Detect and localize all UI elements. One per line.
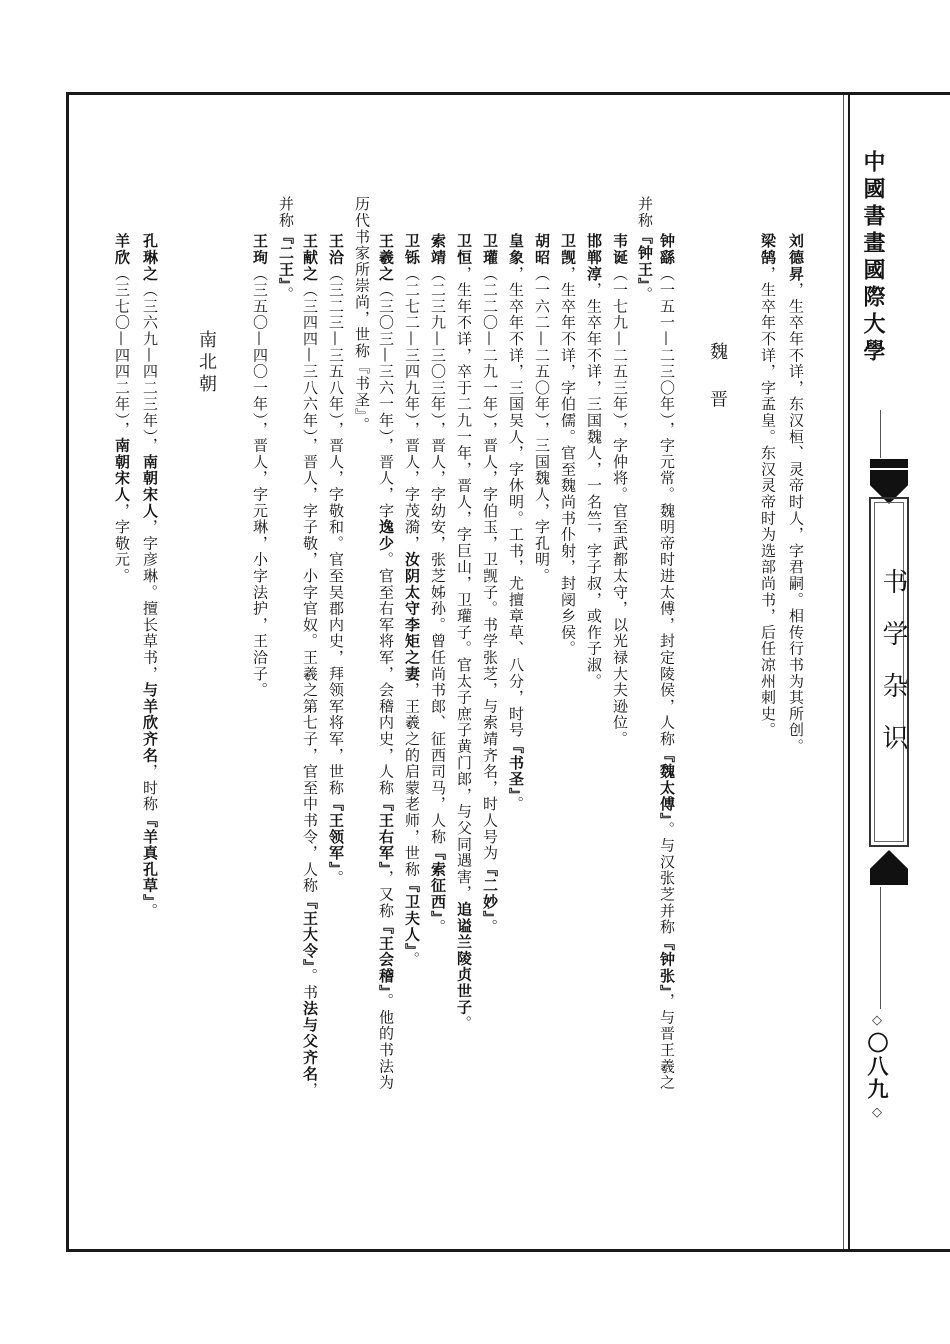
entry-wei-shuo	[402, 233, 422, 968]
entry-text: （一六二—二五〇年），三国魏人，字孔明。	[533, 265, 551, 585]
entry-alias: 『二妙』	[481, 861, 499, 919]
entry-text: ，字彦琳。擅长草书，	[141, 518, 159, 682]
entry-text: （三六九—四二三年），	[141, 281, 159, 454]
entry-liu-desheng	[786, 233, 806, 755]
entry-bold: 追谥兰陵贞世子	[455, 901, 473, 1016]
entry-zhong-yao	[657, 233, 677, 1091]
entry-alias: 『王右军』	[377, 796, 395, 871]
entry-text: （一五一—二三〇年），字元常。魏明帝时进太傅，封定陵侯，人称	[658, 265, 676, 748]
entry-alias: 『王领军』	[327, 796, 345, 871]
entry-name: 皇象	[507, 233, 525, 266]
entry-text: ，生卒年不详，字伯儒。官至魏尚书仆射，封阌乡侯。	[559, 265, 577, 657]
entry-text: ，时称	[141, 763, 159, 813]
entry-text: ，	[301, 1081, 319, 1099]
entry-text: 。	[403, 951, 421, 968]
entry-text: （三五〇—四〇一年），晋人，字元琳，小字法护，王洽子。	[251, 265, 269, 699]
entry-wang-xun	[250, 233, 270, 698]
entry-text: ，生卒年不详，三国魏人，一名竺，字子叔，或作子淑。	[585, 281, 603, 690]
entry-text: ，与晋王羲之	[658, 992, 676, 1091]
entry-text: 并称	[277, 196, 295, 229]
entry-text: 。	[353, 416, 371, 434]
entry-text: ，生年不详，卒于二九一年，晋人，字巨山，卫瓘子。官太子庶子黄门郎，与父同遇害，	[455, 265, 473, 902]
entry-name: 胡昭	[533, 233, 551, 266]
title-connector-bottom	[880, 887, 881, 1009]
entry-name: 王羲之	[377, 233, 395, 282]
book-title: 书学杂识	[878, 568, 908, 776]
entry-kong-linzhi	[140, 233, 160, 919]
entry-text: （二七二—三四九年），晋人，字茂漪，	[403, 265, 421, 552]
entry-text: （二三九—三〇三年），晋人，字幼安，张芝姊孙。曾任尚书郎、征西司马，人称	[429, 265, 447, 845]
entry-text: 。书	[301, 967, 319, 1001]
entry-text: （三二三—三五八年），晋人，字敬和。官至吴郡内史，拜领军将军，世称	[327, 265, 345, 797]
entry-bold: 逸少	[377, 518, 395, 552]
entry-text: ，王羲之的启蒙老师，世称	[403, 681, 421, 878]
entry-name: 邯郸淳	[585, 233, 603, 282]
entry-wei-ji	[558, 233, 578, 657]
entry-text: （二二〇—二九一年），晋人，字伯玉，卫觊子。书学张芝，与索靖齐名，时人号为	[481, 265, 499, 862]
entry-text: 。	[277, 286, 295, 303]
entry-alias: 『二王』	[277, 228, 295, 287]
entry-text: 。	[455, 1015, 473, 1032]
entry-text: ，生卒年不详，字孟皇。东汉灵帝时为选部尚书，后任凉州刺史。	[759, 265, 777, 739]
sidebar-divider	[843, 95, 844, 1249]
page-number: 〇八九	[865, 1032, 890, 1101]
entry-name: 王洽	[327, 233, 345, 266]
entry-wang-xianzhi	[300, 233, 320, 1098]
entry-name: 卫觊	[559, 233, 577, 266]
entry-liang-hu	[758, 233, 778, 738]
entry-alias: 『魏太傅』	[658, 747, 676, 822]
entry-bold: 法与父齐名	[301, 1000, 319, 1082]
title-ornament-bar-top	[870, 459, 908, 468]
entry-alias: 『索征西』	[429, 844, 447, 919]
entry-wang-xizhi	[376, 233, 396, 1091]
diamond-ornament-bottom: ◇	[872, 1105, 882, 1120]
entry-hu-zhao	[532, 233, 552, 584]
entry-text: （三〇三—三六一年），晋人，字	[377, 281, 395, 519]
entry-bold: 与羊欣齐名	[141, 681, 159, 764]
entry-text: 。他的书法为	[377, 992, 395, 1091]
entry-name: 韦诞	[611, 233, 629, 266]
entry-name: 索靖	[429, 233, 447, 266]
entry-name: 羊欣	[113, 233, 131, 266]
entry-alias: 『书圣』	[353, 359, 371, 417]
entry-text: ，生卒年不详，东汉桓、灵帝时人，字君嗣。相传行书为其所创。	[787, 281, 805, 755]
entry-name: 王献之	[301, 233, 319, 282]
entry-huang-xiang	[506, 233, 526, 812]
entry-text: （三七〇—四四二年），	[113, 265, 131, 438]
entry-text: 。	[327, 870, 345, 887]
entry-wang-qia	[326, 233, 346, 886]
entry-text: 并称	[636, 196, 654, 229]
entry-bold: 南朝宋人	[113, 437, 131, 503]
entry-alias: 『钟王』	[636, 228, 654, 287]
entry-text: 。官至右军将军，会稽内史，人称	[377, 551, 395, 797]
entry-name: 王珣	[251, 233, 269, 266]
entry-text: 。	[141, 902, 159, 919]
entry-alias: 『书圣』	[507, 738, 525, 797]
entry-text: 。	[636, 286, 654, 303]
entry-alias: 『卫夫人』	[403, 877, 421, 952]
entry-alias: 『羊真孔草』	[141, 812, 159, 903]
entry-text: ，字敬元。	[113, 502, 131, 585]
entry-wei-dan	[610, 233, 630, 747]
university-name: 中國書畫國際大學	[860, 150, 886, 366]
section-heading-wei-jin: 魏 晋	[707, 342, 728, 420]
entry-suo-jing	[428, 233, 448, 935]
entry-name: 梁鹄	[759, 233, 777, 266]
entry-zhong-yao-cont	[635, 196, 655, 303]
entry-text: （一七九—二五三年），字仲将。官至武都太守，以光禄大夫逊位。	[611, 265, 629, 748]
entry-name: 钟繇	[658, 233, 676, 266]
entry-text: 历代书家所崇尚，世称	[353, 196, 371, 359]
entry-text: （三四四—三八六年），晋人，字子敬，小字官奴。王羲之第七子，官至中书令，人称	[301, 281, 319, 894]
entry-wang-xianzhi-cont	[276, 196, 296, 303]
entry-wei-heng	[454, 233, 474, 1032]
entry-text: ，生卒年不详，三国吴人，字休明。工书，尤擅章草、八分，时号	[507, 265, 525, 739]
entry-text: 。与汉张芝并称	[658, 821, 676, 936]
entry-alias: 『王大令』	[301, 893, 319, 968]
entry-name: 卫恒	[455, 233, 473, 266]
entry-name: 卫瓘	[481, 233, 499, 266]
entry-wei-guan	[480, 233, 500, 935]
entry-bold: 汝阴太守李矩之妻	[403, 551, 421, 682]
diamond-ornament-top: ◇	[872, 1013, 882, 1028]
entry-name: 卫铄	[403, 233, 421, 266]
entry-alias: 『王会稽』	[377, 918, 395, 993]
entry-text: 。	[481, 918, 499, 936]
entry-name: 刘德昇	[787, 233, 805, 282]
entry-name: 孔琳之	[141, 233, 159, 282]
sidebar-rule	[848, 95, 850, 1249]
entry-bold: 南朝宋人	[141, 453, 159, 519]
title-ornament-bar-bottom	[870, 876, 908, 885]
entry-wang-xizhi-cont	[352, 196, 372, 433]
entry-handan-chun	[584, 233, 604, 689]
entry-yang-xin	[112, 233, 132, 584]
entry-text: 。	[507, 796, 525, 813]
entry-text: ，又称	[377, 870, 395, 919]
entry-alias: 『钟张』	[658, 935, 676, 993]
section-heading-nan-bei-chao: 南北朝	[196, 330, 217, 396]
entry-text: 。	[429, 918, 447, 936]
title-connector-top	[880, 410, 881, 458]
